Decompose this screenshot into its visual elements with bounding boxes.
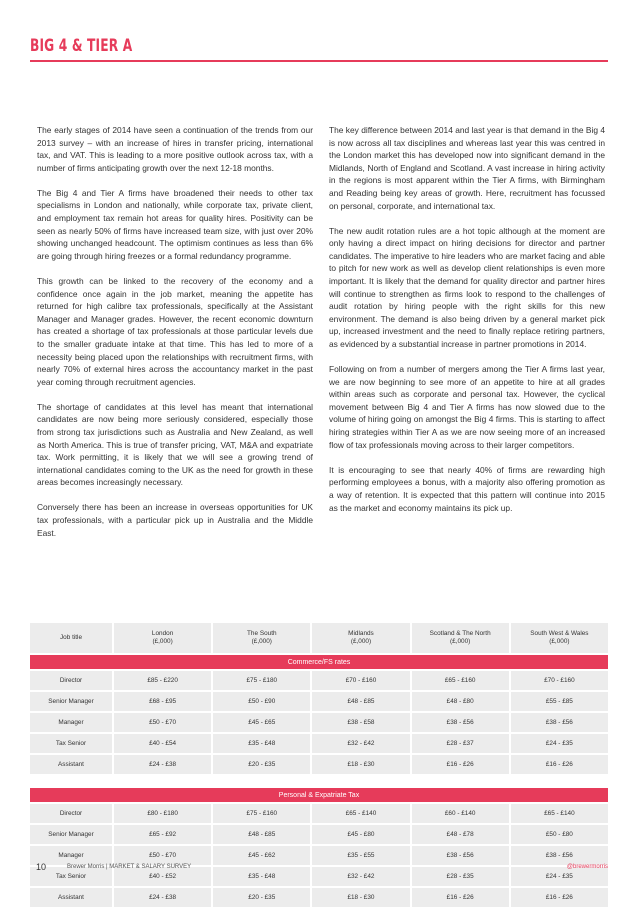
salary-cell: £38 - £56 [410, 846, 509, 865]
salary-cell: £24 - £38 [112, 755, 211, 774]
job-title-cell: Senior Manager [30, 825, 112, 844]
table-row [30, 713, 608, 732]
salary-cell: £80 - £180 [112, 804, 211, 823]
salary-cell: £65 - £92 [112, 825, 211, 844]
left-paragraph: This growth can be linked to the recovery of the economy and a confidence once again in the job market, meaning the appetite has returned for high calibre tax professionals, specifically at the Assistant Manager and Manager grades. However, the recent economic downturn has created a shortage of tax professionals at those particular levels due to the smaller graduate intake at that time. This has led to more of a necessity being placed upon the relationships with recruitment firms, with nearly 70% of external hires across the accountancy market in the past year coming through recruitment agencies. [37, 275, 313, 387]
salary-cell: £48 - £80 [410, 692, 509, 711]
salary-cell: £60 - £140 [410, 804, 509, 823]
column-header: The South (£,000) [211, 623, 310, 653]
table-header-row [30, 623, 608, 653]
table-row [30, 804, 608, 823]
job-title-cell: Tax Senior [30, 734, 112, 753]
salary-cell: £35 - £55 [310, 846, 409, 865]
left-paragraph: The shortage of candidates at this level has meant that international candidates are now being more seriously considered, especially those from strong tax jurisdictions such as Australia and New Zealand, as well as North America. This is true of transfer pricing, VAT, M&A and expatriate tax. Work permitting, it is likely that we will see a growing trend of international candidates coming to the UK as the need for growth in these areas becomes increasingly necessary. [37, 401, 313, 488]
footer-brand: Brewer Morris | MARKET & SALARY SURVEY [67, 864, 192, 870]
salary-cell: £70 - £160 [509, 671, 608, 690]
salary-cell: £16 - £26 [509, 888, 608, 907]
salary-cell: £45 - £65 [211, 713, 310, 732]
salary-cell: £48 - £85 [310, 692, 409, 711]
column-header: London (£,000) [112, 623, 211, 653]
salary-cell: £20 - £35 [211, 888, 310, 907]
job-title-cell: Tax Senior [30, 867, 112, 886]
salary-cell: £38 - £56 [509, 846, 608, 865]
table-row [30, 734, 608, 753]
twitter-handle-link[interactable]: @brewermorris [566, 864, 608, 870]
section-header-row [30, 655, 608, 669]
title-divider [30, 60, 608, 62]
page-number: 10 [36, 862, 47, 872]
column-header: Scotland & The North (£,000) [410, 623, 509, 653]
table-row [30, 825, 608, 844]
table-row [30, 888, 608, 907]
salary-cell: £38 - £58 [310, 713, 409, 732]
salary-cell: £16 - £26 [509, 755, 608, 774]
job-title-cell: Director [30, 804, 112, 823]
right-paragraph: It is encouraging to see that nearly 40% of firms are rewarding high performing employees a bonus, with a majority also offering promotion as a way of retention. It is expected that this pattern will continue into 2015 as the market and economy maintains its pick up. [329, 464, 605, 513]
salary-cell: £50 - £70 [112, 846, 211, 865]
salary-cell: £35 - £48 [211, 867, 310, 886]
salary-cell: £16 - £26 [410, 888, 509, 907]
job-title-cell: Assistant [30, 888, 112, 907]
column-header: South West & Wales (£,000) [509, 623, 608, 653]
salary-cell: £48 - £78 [410, 825, 509, 844]
salary-cell: £16 - £26 [410, 755, 509, 774]
salary-cell: £75 - £160 [211, 804, 310, 823]
right-paragraph: The new audit rotation rules are a hot topic although at the moment are only having a direct impact on hiring decisions for director and partner candidates. The imperative to hire leaders who are market facing and able to pitch for new work as well as develop client relationships is even more important. It is likely that the demand for quality director and partner hires will continue to strengthen as firms look to respond to the challenges of audit rotation by hiring people with the right skills for this new environment. The demand is also being driven by a general market pick up, increased investment and the need to finally replace retiring partners, as evidenced by a substantial increase in partner promotions in 2014. [329, 225, 605, 349]
job-title-cell: Assistant [30, 755, 112, 774]
salary-cell: £50 - £80 [509, 825, 608, 844]
salary-cell: £70 - £160 [310, 671, 409, 690]
salary-cell: £18 - £30 [310, 755, 409, 774]
job-title-cell: Manager [30, 846, 112, 865]
salary-cell: £32 - £42 [310, 734, 409, 753]
left-paragraph: Conversely there has been an increase in overseas opportunities for UK tax professionals, with a particular pick up in Australia and the Middle East. [37, 502, 313, 538]
salary-cell: £24 - £35 [509, 867, 608, 886]
column-header: Midlands (£,000) [310, 623, 409, 653]
salary-cell: £48 - £85 [211, 825, 310, 844]
salary-cell: £45 - £62 [211, 846, 310, 865]
table-row [30, 755, 608, 774]
section-title: Personal & Expatriate Tax [30, 788, 608, 802]
salary-cell: £28 - £37 [410, 734, 509, 753]
salary-cell: £38 - £56 [410, 713, 509, 732]
salary-cell: £40 - £54 [112, 734, 211, 753]
section-header-row [30, 788, 608, 802]
salary-cell: £50 - £70 [112, 713, 211, 732]
salary-cell: £65 - £140 [310, 804, 409, 823]
page-title: BIG 4 & TIER A [30, 36, 133, 56]
salary-cell: £65 - £160 [410, 671, 509, 690]
section-title: Commerce/FS rates [30, 655, 608, 669]
left-paragraph: The Big 4 and Tier A firms have broadened their needs to other tax specialisms in London and nationally, while corporate tax, private client, and employment tax remain hot areas for quality hires. Positivity can be seen as nearly 50% of firms have increased team size, with just over 20% showing unchanged headcount. The optimism continues as less than 6% are going through hiring freezes or a formal redundancy programme. [37, 187, 313, 261]
salary-cell: £75 - £180 [211, 671, 310, 690]
salary-cell: £68 - £95 [112, 692, 211, 711]
salary-cell: £40 - £52 [112, 867, 211, 886]
table-row [30, 692, 608, 711]
salary-cell: £20 - £35 [211, 755, 310, 774]
salary-cell: £24 - £38 [112, 888, 211, 907]
section-spacer [30, 776, 608, 786]
salary-cell: £50 - £90 [211, 692, 310, 711]
left-column [37, 124, 313, 552]
salary-cell: £35 - £48 [211, 734, 310, 753]
right-paragraph: The key difference between 2014 and last year is that demand in the Big 4 is now across all tax disciplines and whereas last year this was centred in the London market this has developed now into significant demand in the Midlands, North of England and Scotland. A vast increase in hiring activity in the regions is most apparent within the Tier A firms, with Birmingham and Reading being key areas of growth. Here, recruitment has focussed on personal, corporate, and international tax. [329, 125, 605, 211]
table-row [30, 846, 608, 865]
salary-cell: £28 - £35 [410, 867, 509, 886]
salary-cell: £38 - £56 [509, 713, 608, 732]
salary-cell: £65 - £140 [509, 804, 608, 823]
right-paragraph: Following on from a number of mergers among the Tier A firms last year, we are now beginning to see more of an appetite to hire at all grades within areas such as corporate and personal tax. However, the cyclical movement between Big 4 and Tier A firms has now slowed due to the volume of hiring going on amongst the Big 4 firms. This is starting to affect hiring strategies within Tier A as we are now seeing more of an increased flow of tax professionals moving across to their larger competitors. [329, 364, 605, 450]
left-paragraph: The early stages of 2014 have seen a continuation of the trends from our 2013 survey – with an increase of hires in transfer pricing, international tax, and VAT. This is leading to a more positive outlook across tax, with a number of firms anticipating growth over the next 12-18 months. [37, 125, 313, 173]
salary-cell: £18 - £30 [310, 888, 409, 907]
salary-cell: £32 - £42 [310, 867, 409, 886]
right-column [329, 124, 605, 527]
job-title-cell: Director [30, 671, 112, 690]
salary-cell: £85 - £220 [112, 671, 211, 690]
salary-cell: £55 - £85 [509, 692, 608, 711]
salary-cell: £45 - £80 [310, 825, 409, 844]
column-header: Job title [30, 623, 112, 653]
table-row [30, 671, 608, 690]
job-title-cell: Manager [30, 713, 112, 732]
salary-cell: £24 - £35 [509, 734, 608, 753]
job-title-cell: Senior Manager [30, 692, 112, 711]
